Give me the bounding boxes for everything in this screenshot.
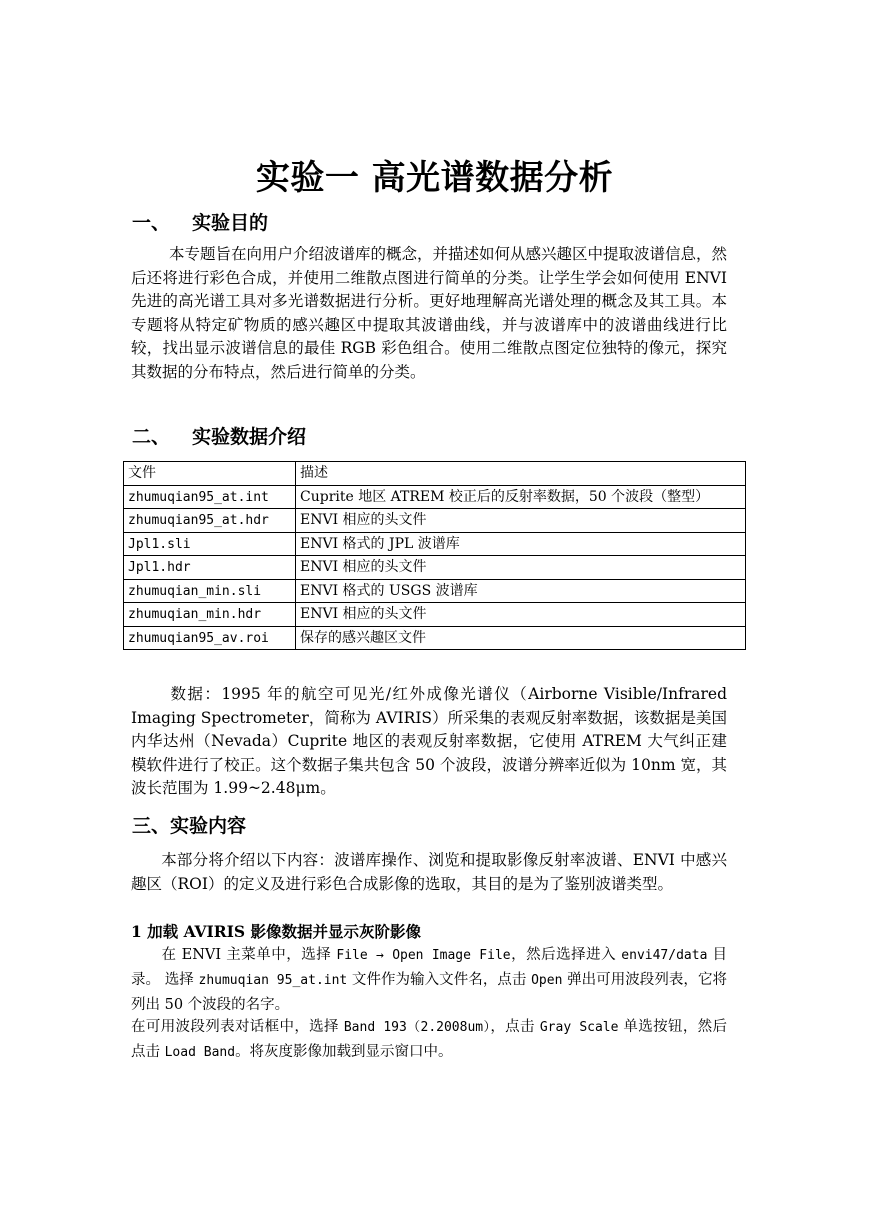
data-files-table	[123, 461, 746, 650]
open-label: Open	[531, 973, 563, 988]
section-heading-content: 三、实验内容	[132, 815, 247, 837]
step1-text: 目录。 选择	[131, 947, 728, 988]
step1-text: 在可用波段列表对话框中，选择	[131, 1019, 344, 1035]
table-row	[124, 626, 746, 650]
table-header-row	[124, 462, 746, 486]
content-intro-paragraph	[131, 849, 727, 896]
table-cell-file: Jpl1.sli	[124, 532, 296, 556]
table-cell-description: ENVI 相应的头文件	[296, 556, 746, 580]
band-label: Band 193（2.2008um）	[343, 1020, 491, 1035]
table-cell-file: zhumuqian_min.sli	[124, 579, 296, 603]
section-number: 二、	[132, 426, 171, 448]
table-row	[124, 603, 746, 627]
step1-text: 在 ENVI 主菜单中，选择	[161, 947, 337, 963]
step1-text: ，然后选择进入	[510, 947, 622, 963]
section-heading-purpose	[132, 208, 268, 238]
purpose-paragraph	[131, 243, 727, 384]
table-cell-description: ENVI 格式的 JPL 波谱库	[296, 532, 746, 556]
table-cell-file: zhumuqian95_av.roi	[124, 626, 296, 650]
table-cell-description: 保存的感兴趣区文件	[296, 626, 746, 650]
table-cell-description: ENVI 格式的 USGS 波谱库	[296, 579, 746, 603]
menu-path: File → Open Image File	[336, 948, 511, 963]
table-cell-file: zhumuqian95_at.hdr	[124, 509, 296, 533]
step1-heading: 1 加载 AVIRIS 影像数据并显示灰阶影像	[131, 922, 421, 941]
table-row	[124, 485, 746, 509]
file-name: zhumuqian 95_at.int	[198, 973, 348, 988]
table-row	[124, 556, 746, 580]
section-title: 实验目的	[192, 212, 269, 234]
table-cell-description: ENVI 相应的头文件	[296, 603, 746, 627]
data-description-paragraph	[131, 683, 727, 801]
step1-text: 弹出可用波段列表，它将列出 50 个波段的名字。	[131, 972, 728, 1013]
load-band-label: Load Band	[164, 1045, 236, 1060]
step1-text: 单选按钮，然后点击	[131, 1019, 728, 1060]
table-row	[124, 509, 746, 533]
data-description-text: 数据：1995 年的航空可见光/红外成像光谱仪（Airborne Visible/Infrared Imaging Spectrometer，简称为 AVIRIS）所采集的表观反射率数据，该数据是美国内华达州（Nevada）Cuprite 地区的表观反射率数据，它使用 ATREM 大气纠正建模软件进行了校正。这个数据子集共包含 50 个波段，波谱分辨率近似为 10nm 宽，其波长范围为 1.99~2.48μm。	[131, 685, 727, 797]
step1-text: 。将灰度影像加载到显示窗口中。	[235, 1044, 453, 1060]
table-row	[124, 579, 746, 603]
table-cell-description: Cuprite 地区 ATREM 校正后的反射率数据，50 个波段（整型）	[296, 485, 746, 509]
step1-text: ，点击	[490, 1019, 540, 1035]
step1-text: 文件作为输入文件名，点击	[347, 972, 532, 988]
purpose-text: 本专题旨在向用户介绍波谱库的概念，并描述如何从感兴趣区中提取波谱信息，然后还将进行彩色合成，并使用二维散点图进行简单的分类。让学生学会如何使用 ENVI 先进的高光谱工具对多光谱数据进行分析。更好地理解高光谱处理的概念及其工具。本专题将从特定矿物质的感兴趣区中提取其波谱曲线，并与波谱库中的波谱曲线进行比较，找出显示波谱信息的最佳 RGB 彩色组合。使用二维散点图定位独特的像元，探究其数据的分布特点，然后进行简单的分类。	[131, 245, 728, 381]
content-intro-text: 本部分将介绍以下内容：波谱库操作、浏览和提取影像反射率波谱、ENVI 中感兴趣区（ROI）的定义及进行彩色合成影像的选取，其目的是为了鉴别波谱类型。	[131, 851, 727, 893]
step1-paragraph-1	[131, 943, 727, 1017]
directory-path: envi47/data	[621, 948, 708, 963]
table-header-file: 文件	[124, 462, 296, 486]
table-cell-file: zhumuqian95_at.int	[124, 485, 296, 509]
table-cell-description: ENVI 相应的头文件	[296, 509, 746, 533]
table-header-description: 描述	[296, 462, 746, 486]
gray-scale-label: Gray Scale	[539, 1020, 619, 1035]
table-row	[124, 532, 746, 556]
section-number: 一、	[132, 212, 171, 234]
table-cell-file: zhumuqian_min.hdr	[124, 603, 296, 627]
section-title: 实验数据介绍	[192, 426, 307, 448]
step1-paragraph-2	[131, 1015, 727, 1065]
table-cell-file: Jpl1.hdr	[124, 556, 296, 580]
section-heading-data	[132, 422, 306, 452]
page-title: 实验一 高光谱数据分析	[255, 158, 614, 198]
